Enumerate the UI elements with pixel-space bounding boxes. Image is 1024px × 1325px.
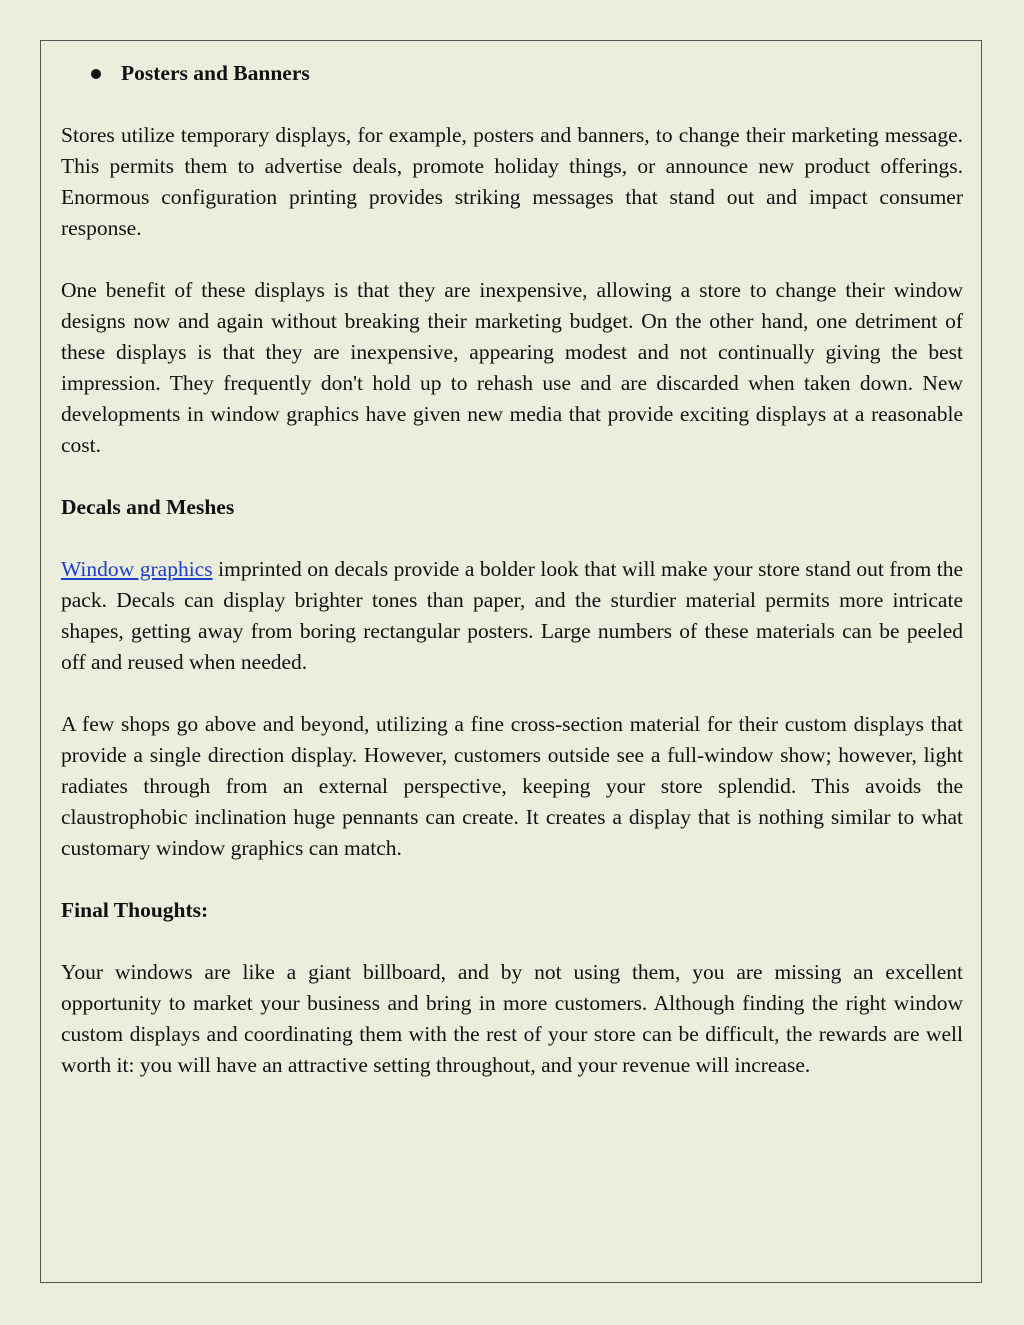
bullet-heading-text: Posters and Banners <box>121 61 310 85</box>
document-body <box>61 58 963 1112</box>
window-graphics-link[interactable]: Window graphics <box>61 557 213 581</box>
bullet-dot-icon <box>91 69 101 79</box>
paragraph-decals-intro-text: imprinted on decals provide a bolder look that will make your store stand out from the pack. Decals can display brighter tones than paper, and the sturdier material permits more intricate shapes, getting away from boring rectangular posters. Large numbers of these materials can be peeled off and reused when needed. <box>61 557 963 674</box>
heading-final-thoughts: Final Thoughts: <box>61 898 209 922</box>
paragraph-final-thoughts: Your windows are like a giant billboard, and by not using them, you are missing an excellent opportunity to market your business and bring in more customers. Although finding the right window custom displays and coordinating them with the rest of your store can be difficult, the rewards are well worth it: you will have an attractive setting throughout, and your revenue will increase. <box>61 960 963 1077</box>
paragraph-meshes: A few shops go above and beyond, utilizing a fine cross-section material for their custom displays that provide a single direction display. However, customers outside see a full-window show; however, light radiates through from an external perspective, keeping your store splendid. This avoids the claustrophobic inclination huge pennants can create. It creates a display that is nothing similar to what customary window graphics can match. <box>61 712 963 860</box>
paragraph-posters-intro: Stores utilize temporary displays, for example, posters and banners, to change their marketing message. This permits them to advertise deals, promote holiday things, or announce new product offerings. Enormous configuration printing provides striking messages that stand out and impact consumer response. <box>61 123 963 240</box>
bullet-heading-posters-banners <box>61 58 963 89</box>
paragraph-posters-benefit: One benefit of these displays is that they are inexpensive, allowing a store to change their window designs now and again without breaking their marketing budget. On the other hand, one detriment of these displays is that they are inexpensive, appearing modest and not continually giving the best impression. They frequently don't hold up to rehash use and are discarded when taken down. New developments in window graphics have given new media that provide exciting displays at a reasonable cost. <box>61 278 963 457</box>
heading-decals-meshes: Decals and Meshes <box>61 495 235 519</box>
paragraph-decals-intro <box>61 554 963 678</box>
